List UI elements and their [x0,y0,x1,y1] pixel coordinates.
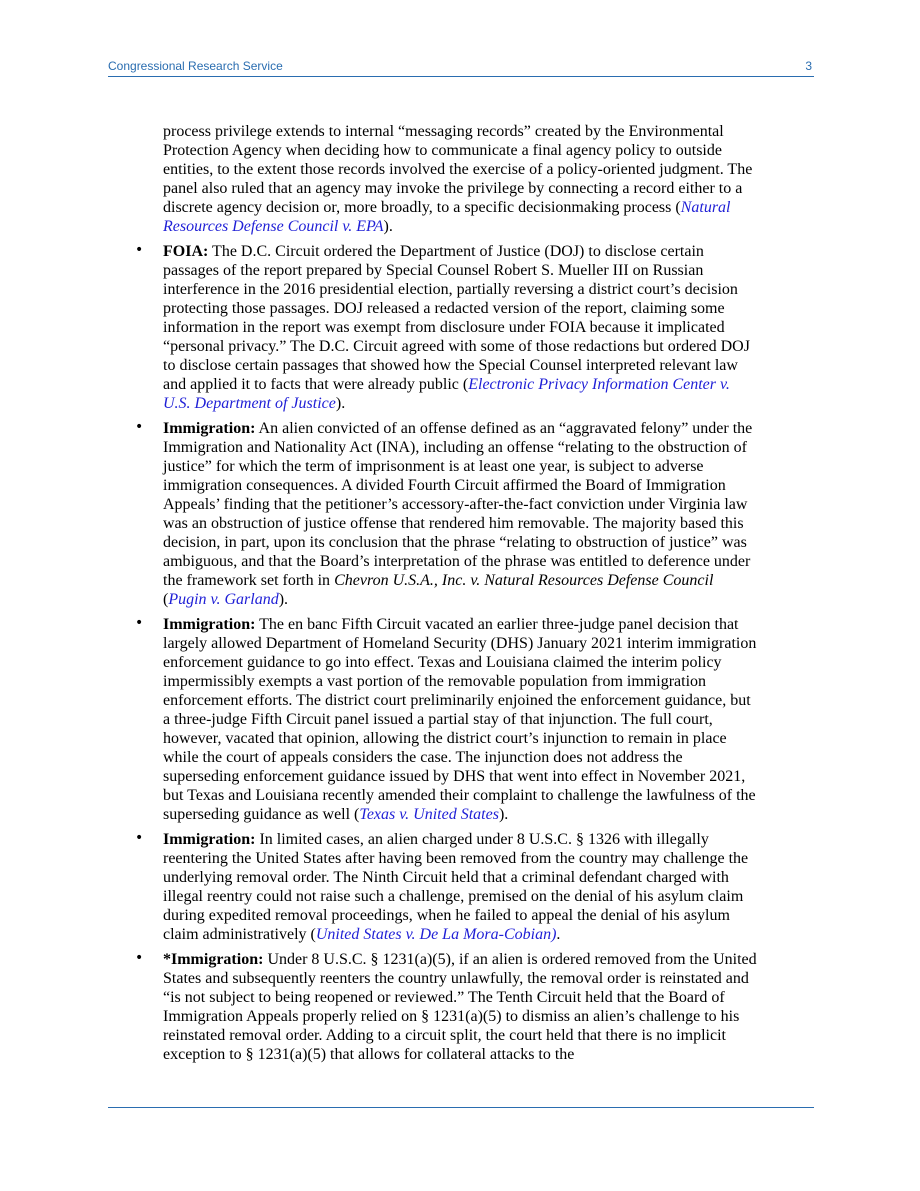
item-topic: *Immigration: [163,951,264,968]
list-item [126,615,760,824]
case-link[interactable]: Electronic Privacy Information Center v. U.S. Department of Justice [163,376,730,412]
header-organization: Congressional Research Service [108,59,283,73]
item-topic: Immigration: [163,616,256,633]
page-body [126,122,760,1064]
bullet-icon: • [135,950,144,966]
intro-paragraph [163,122,760,236]
item-topic: FOIA: [163,243,209,260]
running-header [108,58,814,77]
item-text-end: ). [278,591,289,608]
bullet-icon: • [135,830,144,846]
page-number: 3 [805,59,812,73]
item-text: The en banc Fifth Circuit vacated an earlier three-judge panel decision that largely allowed Department of Homeland Security (DHS) January 2021 interim immigration enforcement guidance to go into effect. Texas and Louisiana claimed the interim policy impermissibly exempts a vast portion of the removable population from immigration enforcement efforts. The district court preliminarily enjoined the enforcement guidance, but a three-judge Fifth Circuit panel issued a partial stay of that injunction. The full court, however, vacated that opinion, allowing the district court’s injunction to remain in place while the court of appeals considers the case. The injunction does not address the superseding enforcement guidance issued by DHS that went into effect in November 2021, but Texas and Louisiana recently amended their complaint to challenge the lawfulness of the superseding guidance as well ( [163,616,757,823]
item-text: In limited cases, an alien charged under 8 U.S.C. § 1326 with illegally reentering the United States after having been removed from the country may challenge the underlying removal order. The Ninth Circuit held that a criminal defendant charged with illegal reentry could not raise such a challenge, premised on the denial of his asylum claim during expedited removal proceedings, when he failed to appeal the denial of his asylum claim administratively ( [163,831,749,943]
bullet-icon: • [135,242,144,258]
case-link[interactable]: United States v. De La Mora-Cobian) [315,926,557,943]
case-link[interactable]: Pugin v. Garland [168,591,279,608]
intro-text-end: ). [383,218,393,235]
item-text: Under 8 U.S.C. § 1231(a)(5), if an alien is ordered removed from the United States and subsequently reenters the country unlawfully, the removal order is reinstated and “is not subject to being reopened or reviewed.” The Tenth Circuit held that the Board of Immigration Appeals properly relied on § 1231(a)(5) to dismiss an alien’s challenge to his reinstated removal order. Adding to a circuit split, the court held that there is no implicit exception to § 1231(a)(5) that allows for collateral attacks to the [163,951,757,1063]
list-item [126,419,760,609]
item-text: The D.C. Circuit ordered the Department of Justice (DOJ) to disclose certain passages of the report prepared by Special Counsel Robert S. Mueller III on Russian interference in the 2016 presidential election, partially reversing a district court’s decision protecting those passages. DOJ released a redacted version of the report, claiming some information in the report was exempt from disclosure under FOIA because it implicated “personal privacy.” The D.C. Circuit agreed with some of those redactions but ordered DOJ to disclose certain passages that showed how the Special Counsel interpreted relevant law and applied it to facts that were already public ( [163,243,750,393]
case-link[interactable]: Texas v. United States [359,806,499,823]
intro-text: process privilege extends to internal “messaging records” created by the Environmental Protection Agency when deciding how to communicate a final agency policy to outside entities, to the extent those records involved the exercise of a policy-oriented judgment. The panel also ruled that an agency may invoke the privilege by connecting a record either to a discrete agency decision or, more broadly, to a specific decisionmaking process ( [163,123,753,216]
cited-case: Chevron U.S.A., Inc. v. Natural Resources Defense Council [334,572,714,589]
item-text-end: . [556,926,561,943]
item-topic: Immigration: [163,831,256,848]
case-link[interactable]: Natural Resources Defense Council v. EPA [163,199,731,235]
bullet-icon: • [135,615,144,631]
bullet-icon: • [135,419,144,435]
item-topic: Immigration: [163,420,256,437]
item-text-mid: ( [163,591,169,608]
footer-rule [108,1107,814,1108]
list-item [126,242,760,413]
item-text-end: ). [335,395,346,412]
item-text: An alien convicted of an offense defined as an “aggravated felony” under the Immigration and Nationality Act (INA), including an offense “relating to the obstruction of justice” for which the term of imprisonment is at least one year, is subject to adverse immigration consequences. A divided Fourth Circuit affirmed the Board of Immigration Appeals’ finding that the petitioner’s accessory-after-the-fact conviction under Virginia law was an obstruction of justice offense that rendered him removable. The majority based this decision, in part, upon its conclusion that the phrase “relating to obstruction of justice” was ambiguous, and that the Board’s interpretation of the phrase was entitled to deference under the framework set forth in [163,420,753,589]
list-item [126,830,760,944]
list-item [126,950,760,1064]
item-text-end: ). [498,806,509,823]
